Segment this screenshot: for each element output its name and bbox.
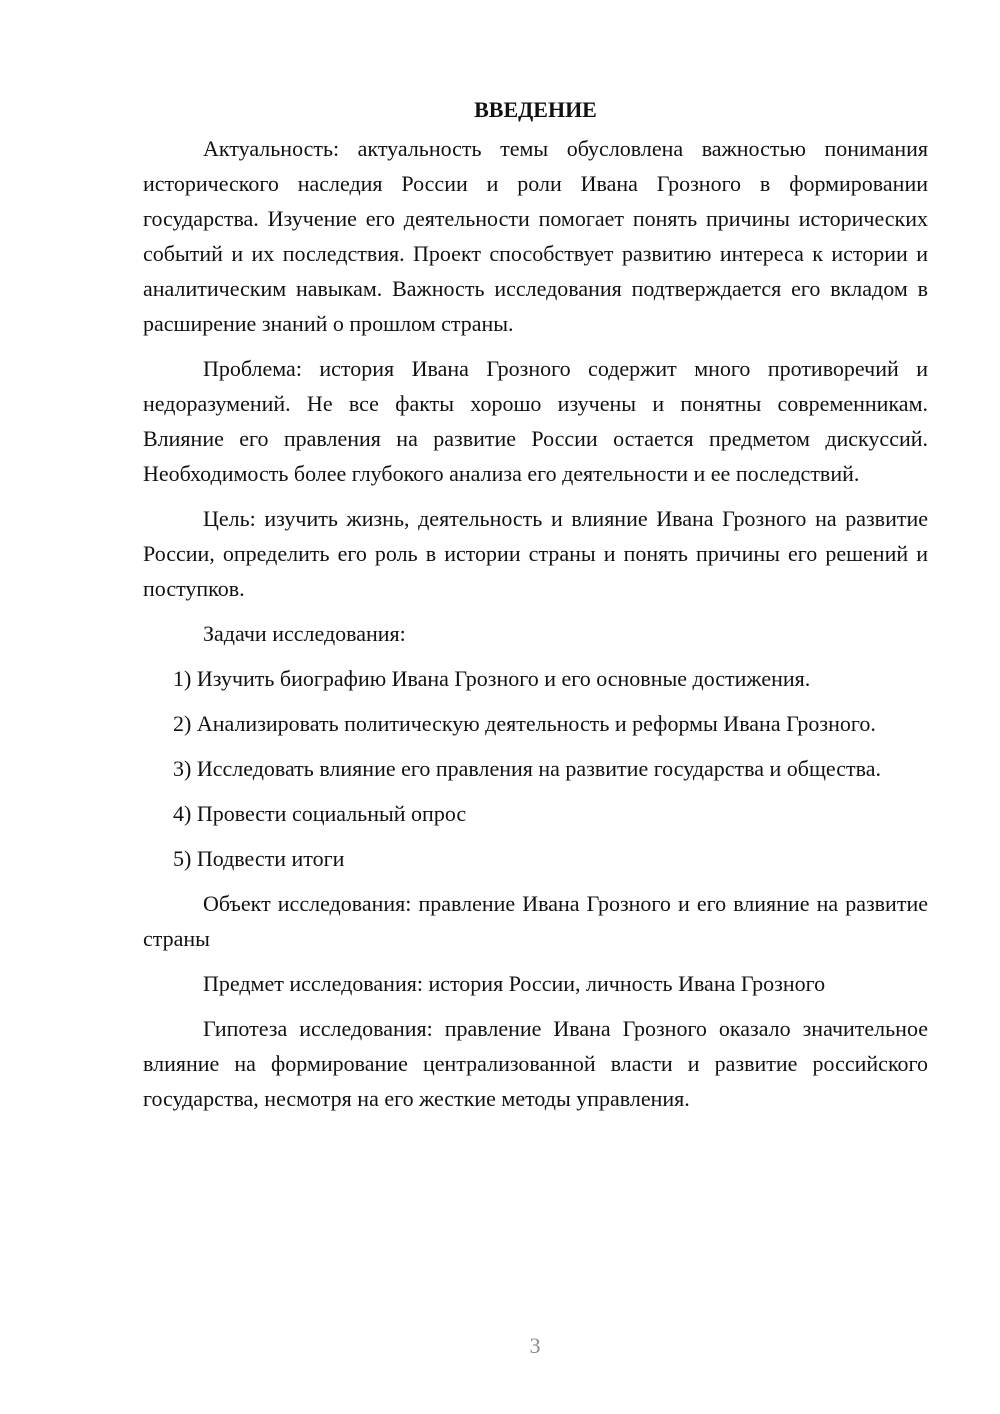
object-paragraph: Объект исследования: правление Ивана Грозного и его влияние на развитие страны <box>143 891 928 951</box>
tasks-title: Задачи исследования: <box>203 621 406 646</box>
subject-paragraph: Предмет исследования: история России, личность Ивана Грозного <box>203 971 826 996</box>
goal-paragraph: Цель: изучить жизнь, деятельность и влияние Ивана Грозного на развитие России, определить его роль в истории страны и понять причины его решений и поступков. <box>143 506 928 601</box>
task-item-1: 1) Изучить биографию Ивана Грозного и его основные достижения. <box>173 666 811 691</box>
task-item-3: 3) Исследовать влияние его правления на развитие государства и общества. <box>173 756 881 781</box>
page-body <box>143 92 928 1126</box>
relevance-paragraph: Актуальность: актуальность темы обусловлена важностью понимания исторического наследия России и роли Ивана Грозного в формировании государства. Изучение его деятельности помогает понять причины исторических событий и их последствия. Проект способствует развитию интереса к истории и аналитическим навыкам. Важность исследования подтверждается его вкладом в расширение знаний о прошлом страны. <box>143 136 928 336</box>
task-item-5: 5) Подвести итоги <box>173 846 345 871</box>
page-title: ВВЕДЕНИЕ <box>474 97 597 122</box>
task-item-4: 4) Провести социальный опрос <box>173 801 467 826</box>
problem-paragraph: Проблема: история Ивана Грозного содержит много противоречий и недоразумений. Не все факты хорошо изучены и понятны современникам. Влияние его правления на развитие России остается предметом дискуссий. Необходимость более глубокого анализа его деятельности и ее последствий. <box>143 356 928 486</box>
task-item-2: 2) Анализировать политическую деятельность и реформы Ивана Грозного. <box>173 711 876 736</box>
hypothesis-paragraph: Гипотеза исследования: правление Ивана Грозного оказало значительное влияние на формирование централизованной власти и развитие российского государства, несмотря на его жесткие методы управления. <box>143 1016 928 1111</box>
page-number: 3 <box>529 1333 541 1358</box>
